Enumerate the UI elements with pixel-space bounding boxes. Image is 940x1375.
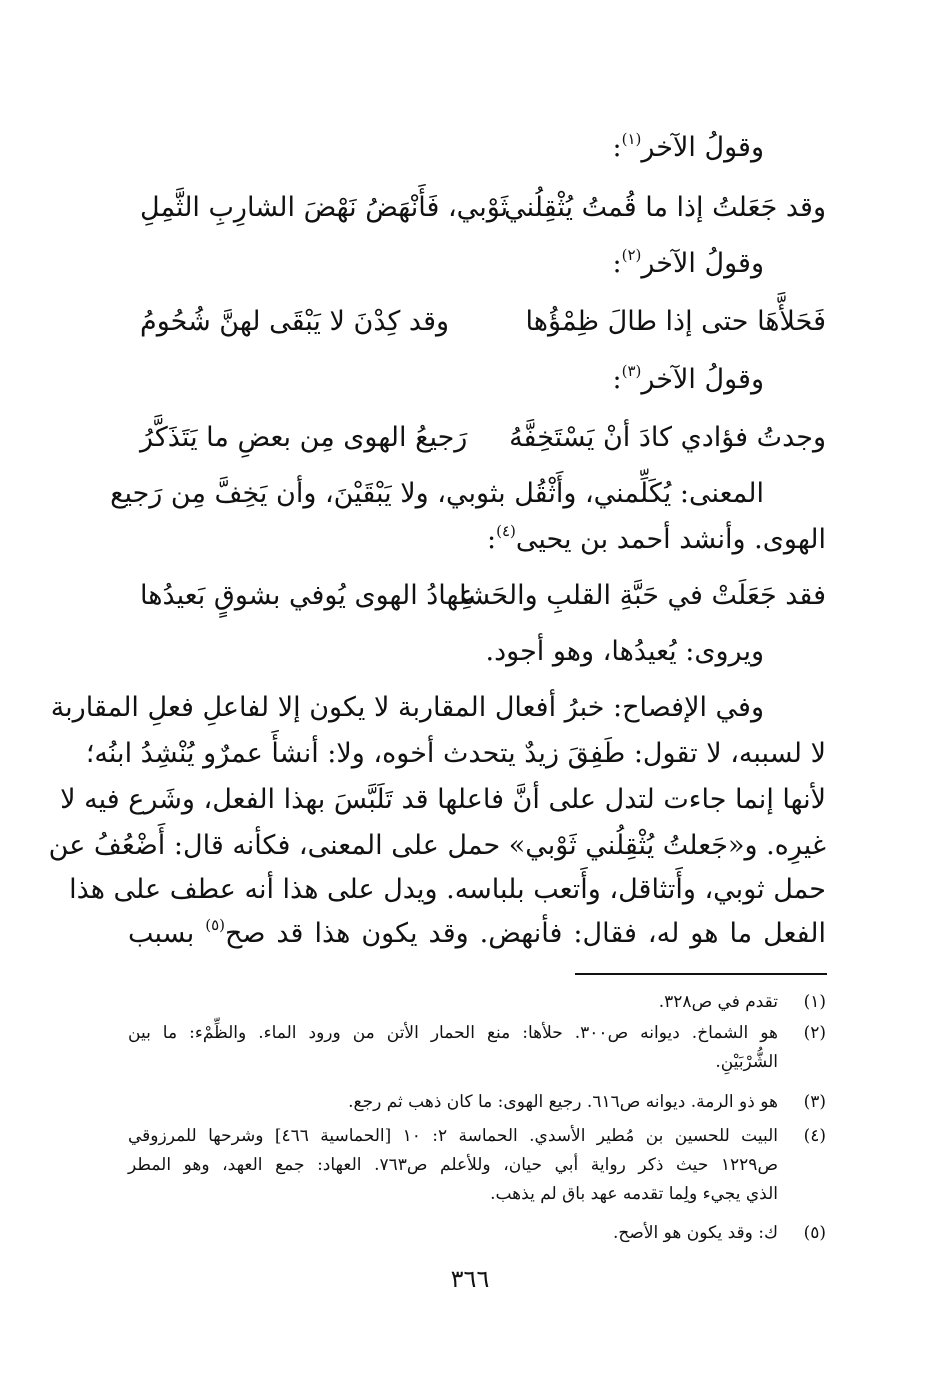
paragraph-line-3: لأنها إنما جاءت لتدل على أنَّ فاعلها قد تَلَبَّسَ بهذا الفعل، وشَرع فيه لا	[60, 784, 826, 815]
verse-2-second-hemistich: وقد كِدْنَ لا يَبْقَى لهنَّ شُحُومُ	[140, 306, 450, 337]
intro-line-1	[613, 128, 764, 168]
footnote-text: ك: وقد يكون هو الأصح.	[613, 1223, 778, 1243]
variant-line: ويروى: يُعيدُها، وهو أجود.	[485, 636, 764, 667]
intro-line-3	[613, 360, 764, 400]
verse-4-first-hemistich: فقد جَعَلَتْ في حَبَّةِ القلبِ والحَشا	[459, 580, 826, 611]
footnote-3	[128, 1088, 826, 1117]
footnote-text: تقدم في ص٣٢٨.	[658, 992, 778, 1012]
verse-3-first-hemistich: وجدتُ فؤادي كادَ أنْ يَسْتَخِفَّهُ	[509, 422, 826, 453]
footnote-4	[128, 1122, 826, 1209]
footnote-number: (٣)	[803, 1092, 826, 1112]
footnote-text: الذي يجيء ولِما تقدمه عهد باق لم يذهب.	[490, 1184, 778, 1204]
colon: :	[612, 364, 622, 395]
meaning-line-2	[128, 520, 826, 560]
footnote-ref: (٥)	[205, 916, 226, 934]
intro-text: وقولُ الآخر	[641, 248, 764, 279]
paragraph-text: الفعل ما هو له، فقال: فأنهض. وقد يكون هذا قد صح	[225, 918, 826, 949]
footnote-text: الشُّرْبَيْنِ.	[715, 1052, 778, 1072]
footnote-ref: (٢)	[621, 246, 642, 264]
colon: :	[612, 248, 622, 279]
verse-1-first-hemistich: وقد جَعَلتُ إذا ما قُمتُ يُثْقِلُني	[504, 192, 826, 223]
footnote-text: هو الشماخ. ديوانه ص٣٠٠. حلأها: منع الحمار الأتن من ورود الماء. والظِّمْء: ما بين	[128, 1023, 778, 1043]
footnote-number: (٥)	[803, 1223, 826, 1243]
intro-line-2	[613, 244, 764, 284]
footnote-number: (٢)	[803, 1023, 826, 1043]
footnote-5	[128, 1219, 826, 1248]
footnote-separator	[575, 973, 827, 975]
intro-text: وقولُ الآخر	[641, 132, 764, 163]
paragraph-line-1: وفي الإفصاح: خبرُ أفعال المقاربة لا يكون إلا لفاعلِ فعلِ المقاربة	[50, 692, 764, 723]
paragraph-line-2: لا لسببه، لا تقول: طَفِقَ زيدٌ يتحدث أخوه، ولا: أنشأَ عمرٌو يُنْشِدُ ابنُه؛	[85, 738, 826, 769]
paragraph-line-6	[128, 914, 826, 954]
verse-4-second-hemistich: عِهادُ الهوى يُوفي بشوقٍ بَعيدُها	[140, 580, 476, 611]
intro-text: وقولُ الآخر	[641, 364, 764, 395]
meaning-text: الهوى. وأنشد أحمد بن يحيى	[515, 524, 826, 555]
footnote-ref: (٤)	[496, 522, 516, 540]
footnote-2	[128, 1019, 826, 1077]
verse-2-first-hemistich: فَحَلأَّهَا حتى إذا طالَ ظِمْؤُها	[525, 306, 826, 337]
page-number: ٣٦٦	[450, 1265, 490, 1293]
footnote-text: ص١٢٢٩ حيث ذكر رواية أبي حيان، وللأعلم ص٧٦٣. العهاد: جمع العهد، وهو المطر	[128, 1155, 778, 1175]
footnote-text: البيت للحسين بن مُطير الأسدي. الحماسة ٢: ١٠ [الحماسية ٤٦٦] وشرحها للمرزوقي	[128, 1126, 779, 1146]
footnote-number: (١)	[803, 992, 826, 1012]
paragraph-line-5: حمل ثوبي، وأَتثاقل، وأَتعب بلباسه. ويدل على هذا أنه عطف على هذا	[69, 874, 826, 905]
paragraph-text: بسبب	[128, 918, 206, 949]
footnote-ref: (١)	[621, 130, 642, 148]
verse-3-second-hemistich: رَجيعُ الهوى مِن بعضِ ما يَتَذَكَّرُ	[140, 422, 468, 453]
meaning-line-1: المعنى: يُكَلِّمني، وأَثْقُل بثوبي، ولا يَبْقَيْنَ، وأن يَخِفَّ مِن رَجيع	[110, 478, 764, 509]
colon: :	[612, 132, 622, 163]
footnote-ref: (٣)	[621, 362, 642, 380]
paragraph-line-4: غيرِه. و«جَعلتُ يُثْقِلُني ثَوْبي» حمل على المعنى، فكأنه قال: أَضْعُفُ عن	[48, 830, 826, 861]
verse-1-second-hemistich: ثَوْبي، فَأَنْهَضُ نَهْضَ الشارِبِ الثَّمِلِ	[140, 192, 509, 223]
colon: :	[486, 524, 497, 555]
footnote-text: هو ذو الرمة. ديوانه ص٦١٦. رجيع الهوى: ما كان ذهب ثم رجع.	[348, 1092, 778, 1112]
footnote-number: (٤)	[803, 1126, 826, 1146]
footnote-1	[128, 988, 826, 1017]
